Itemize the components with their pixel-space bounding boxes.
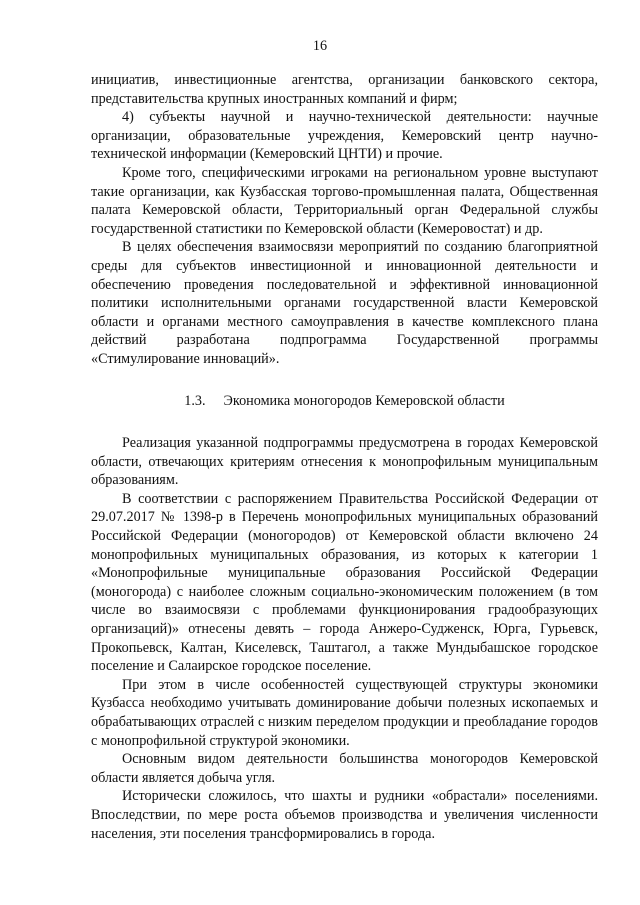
paragraph-government-order: В соответствии с распоряжением Правительства Российской Федерации от 29.07.2017 № 1398-р в Перечень монопрофильных муниципальных образований Российской Федерации (моногородов) от Кемеровской области включено 24 монопрофильных муниципальных образования, из которых к категории 1 «Монопрофильные муниципальные образования Российской Федерации (моногорода) с наиболее сложным социально-экономическим положением (в том числе во взаимосвязи с проблемами функционирования градообразующих организаций)» отнесены девять – города Анжеро-Судженск, Юрга, Гурьевск, Прокопьевск, Калтан, Киселевск, Таштагол, а также Мундыбашское городское поселение и Салаирское городское поселение.: [91, 490, 598, 675]
paragraph-item-4: 4) субъекты научной и научно-технической деятельности: научные организации, образовательные учреждения, Кемеровский центр научно-технической информации (Кемеровский ЦНТИ) и прочие.: [91, 109, 598, 163]
paragraph-implementation: Реализация указанной подпрограммы предусмотрена в городах Кемеровской области, отвечающих критериям отнесения к монопрофильным муниципальным образованиям.: [91, 435, 598, 489]
page-number: 16: [312, 38, 328, 54]
paragraph-history: Исторически сложилось, что шахты и рудники «обрастали» поселениями. Впоследствии, по мере роста объемов производства и увеличения численности населения, эти поселения трансформировались в города.: [91, 788, 598, 842]
section-heading: [91, 392, 598, 411]
paragraph-economy-structure: При этом в числе особенностей существующей структуры экономики Кузбасса необходимо учитывать доминирование добычи полезных ископаемых и обрабатывающих отраслей с низким переделом продукции и преобладание городов с монопрофильной структурой экономики.: [91, 676, 598, 749]
section-number: 1.3.: [184, 392, 206, 409]
body-text: [91, 71, 598, 843]
paragraph-continuation: инициатив, инвестиционные агентства, организации банковского сектора, представительства крупных иностранных компаний и фирм;: [91, 72, 598, 107]
paragraph-other-players: Кроме того, специфическими игроками на региональном уровне выступают такие организации, как Кузбасская торгово-промышленная палата, Общественная палата Кемеровской области, Территориальный орган Федеральной службы государственной статистики по Кемеровской области (Кемеровостат) и др.: [91, 164, 598, 237]
paragraph-subprogram: В целях обеспечения взаимосвязи мероприятий по созданию благоприятной среды для субъектов инвестиционной и инновационной деятельности и обеспечению проведения последовательной и эффективной инновационной политики исполнительными органами государственной власти Кемеровской области и органами местного самоуправления в качестве комплексного плана действий разработана подпрограмма Государственной программы «Стимулирование инноваций».: [91, 239, 598, 367]
paragraph-coal-mining: Основным видом деятельности большинства моногородов Кемеровской области является добыча угля.: [91, 751, 598, 786]
section-title: Экономика моногородов Кемеровской области: [223, 392, 505, 409]
